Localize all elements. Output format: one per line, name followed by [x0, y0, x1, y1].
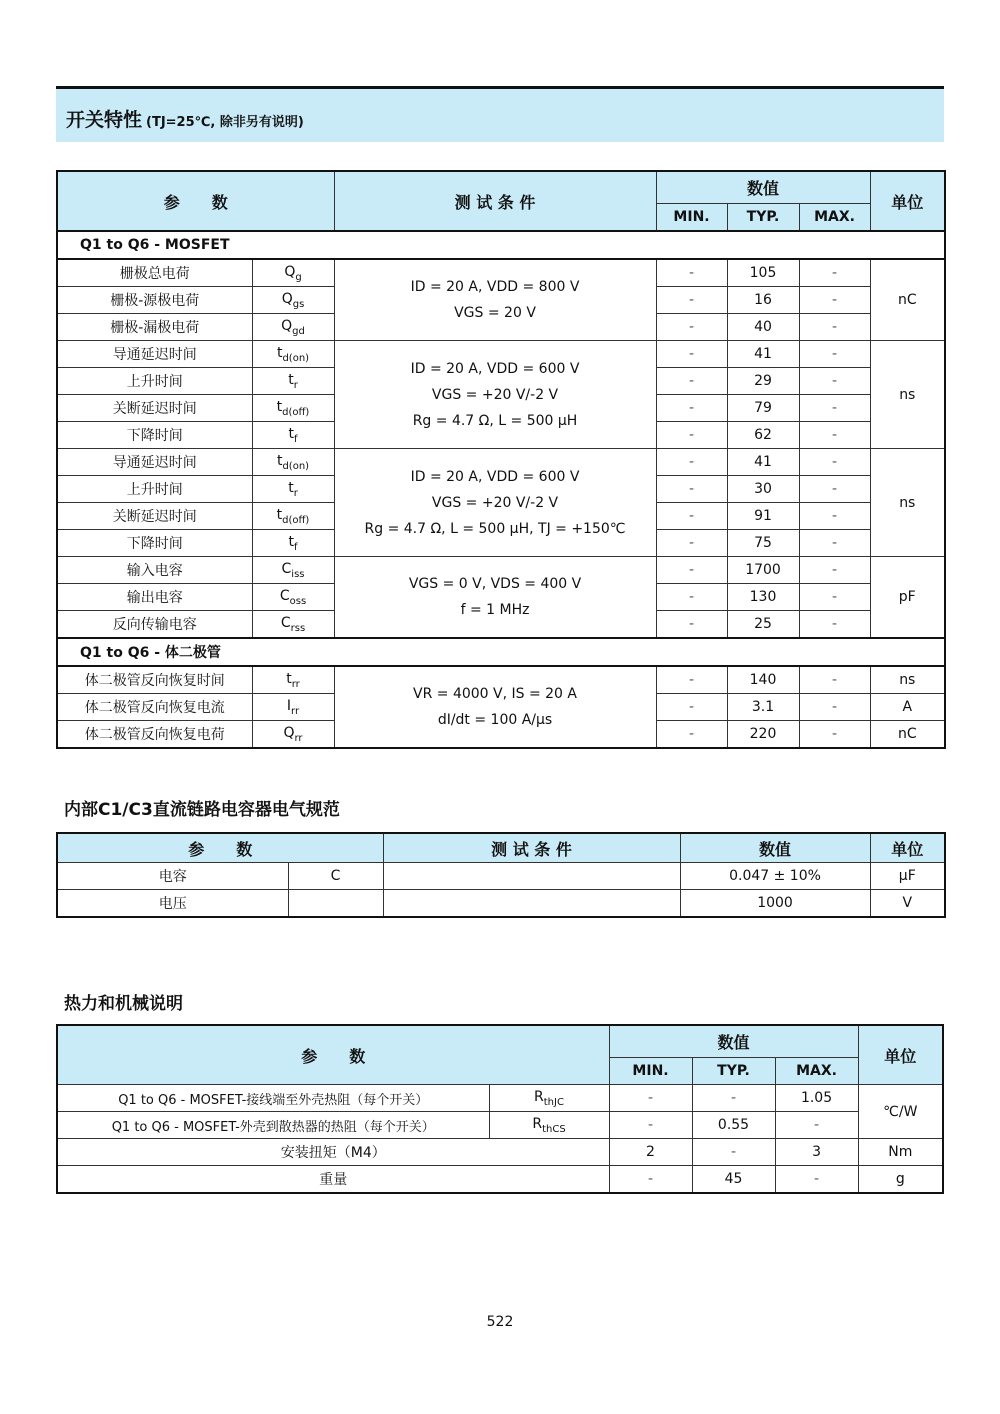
unit-sw2: ns — [870, 449, 945, 557]
thermal-title: 热力和机械说明 — [64, 994, 183, 1014]
cap-header-value: 数值 — [680, 833, 870, 863]
cond-cap: VGS = 0 V, VDS = 400 V f = 1 MHz — [334, 557, 656, 639]
unit-gate: nC — [870, 259, 945, 341]
section-header-bar — [56, 86, 944, 142]
table-row: 输入电容 $C_{iss}$ VGS = 0 V, VDS = 400 V f = 1 MHz - 1700 - pF — [57, 557, 945, 584]
table-row: 电压 1000 V — [57, 890, 945, 918]
unit-cap: pF — [870, 557, 945, 639]
table-row: 导通延迟时间 $t_{d(on)}$ ID = 20 A, VDD = 600 V VGS = +20 V/-2 V Rg = 4.7 Ω, L = 500 μH, TJ = +150℃ - 41 - ns — [57, 449, 945, 476]
table-row: 重量 - 45 - g — [57, 1166, 943, 1194]
table-row: 下降时间 $t_f$ - 62 - — [57, 422, 945, 449]
header-unit: 单位 — [870, 171, 945, 231]
table-row: 上升时间 $t_r$ - 30 - — [57, 476, 945, 503]
cond-diode: VR = 4000 V, IS = 20 A dI/dt = 100 A/μs — [334, 666, 656, 748]
cond-gate: ID = 20 A, VDD = 800 V VGS = 20 V — [334, 259, 656, 341]
th-header-value: 数值 — [609, 1025, 858, 1057]
capacitor-table — [56, 832, 946, 918]
unit-sw1: ns — [870, 341, 945, 449]
header-max: MAX. — [799, 203, 870, 231]
th-header-max: MAX. — [775, 1057, 858, 1084]
table-row: 电容 C 0.047 ± 10% μF — [57, 863, 945, 890]
header-param: 参 数 — [57, 171, 334, 231]
group-mosfet: Q1 to Q6 - MOSFET — [57, 231, 945, 259]
table-row: 栅极-源极电荷 $Q_{gs}$ - 16 - — [57, 287, 945, 314]
header-value: 数值 — [656, 171, 870, 203]
table-row: 导通延迟时间 $t_{d(on)}$ ID = 20 A, VDD = 600 V VGS = +20 V/-2 V Rg = 4.7 Ω, L = 500 μH - 41 - ns — [57, 341, 945, 368]
header-typ: TYP. — [727, 203, 799, 231]
cap-header-cond: 测 试 条 件 — [383, 833, 680, 863]
table-row: Q1 to Q6 - MOSFET-接线端至外壳热阻（每个开关） $R_{thJC}$ - - 1.05 ℃/W — [57, 1085, 943, 1112]
th-header-param: 参 数 — [57, 1025, 609, 1085]
table-row: 栅极-漏极电荷 $Q_{gd}$ - 40 - — [57, 314, 945, 341]
th-header-typ: TYP. — [692, 1057, 775, 1084]
header-min: MIN. — [656, 203, 727, 231]
unit-rth: ℃/W — [858, 1085, 943, 1139]
table-row: 体二极管反向恢复时间 $t_{rr}$ VR = 4000 V, IS = 20 A dI/dt = 100 A/μs - 140 - ns — [57, 666, 945, 694]
cap-header-param: 参 数 — [57, 833, 383, 863]
table-row: 反向传输电容 $C_{rss}$ - 25 - — [57, 611, 945, 639]
switching-subtitle: (TJ=25℃, 除非另有说明) — [146, 115, 304, 130]
table-row: 安装扭矩（M4） 2 - 3 Nm — [57, 1139, 943, 1166]
thermal-table — [56, 1024, 944, 1194]
cap-header-unit: 单位 — [870, 833, 945, 863]
table-row: 下降时间 $t_f$ - 75 - — [57, 530, 945, 557]
table-row: 栅极总电荷 $Q_g$ ID = 20 A, VDD = 800 V VGS = 20 V - 105 - nC — [57, 259, 945, 287]
capacitor-title: 内部C1/C3直流链路电容器电气规范 — [64, 800, 340, 820]
table-row: Q1 to Q6 - MOSFET-外壳到散热器的热阻（每个开关） $R_{thCS}$ - 0.55 - — [57, 1112, 943, 1139]
header-cond: 测 试 条 件 — [334, 171, 656, 231]
table-row: 关断延迟时间 $t_{d(off)}$ - 91 - — [57, 503, 945, 530]
table-row: 体二极管反向恢复电流 $I_{rr}$ - 3.1 - A — [57, 694, 945, 721]
page-number: 522 — [486, 1314, 514, 1330]
table-row: 关断延迟时间 $t_{d(off)}$ - 79 - — [57, 395, 945, 422]
cond-sw1: ID = 20 A, VDD = 600 V VGS = +20 V/-2 V Rg = 4.7 Ω, L = 500 μH — [334, 341, 656, 449]
th-header-min: MIN. — [609, 1057, 692, 1084]
th-header-unit: 单位 — [858, 1025, 943, 1085]
switching-table — [56, 170, 946, 749]
switching-title: 开关特性 (TJ=25℃, 除非另有说明) — [66, 109, 304, 131]
table-row: 输出电容 $C_{oss}$ - 130 - — [57, 584, 945, 611]
table-row: 体二极管反向恢复电荷 $Q_{rr}$ - 220 - nC — [57, 721, 945, 749]
cond-sw2: ID = 20 A, VDD = 600 V VGS = +20 V/-2 V Rg = 4.7 Ω, L = 500 μH, TJ = +150℃ — [334, 449, 656, 557]
group-diode: Q1 to Q6 - 体二极管 — [57, 638, 945, 666]
table-row: 上升时间 $t_r$ - 29 - — [57, 368, 945, 395]
